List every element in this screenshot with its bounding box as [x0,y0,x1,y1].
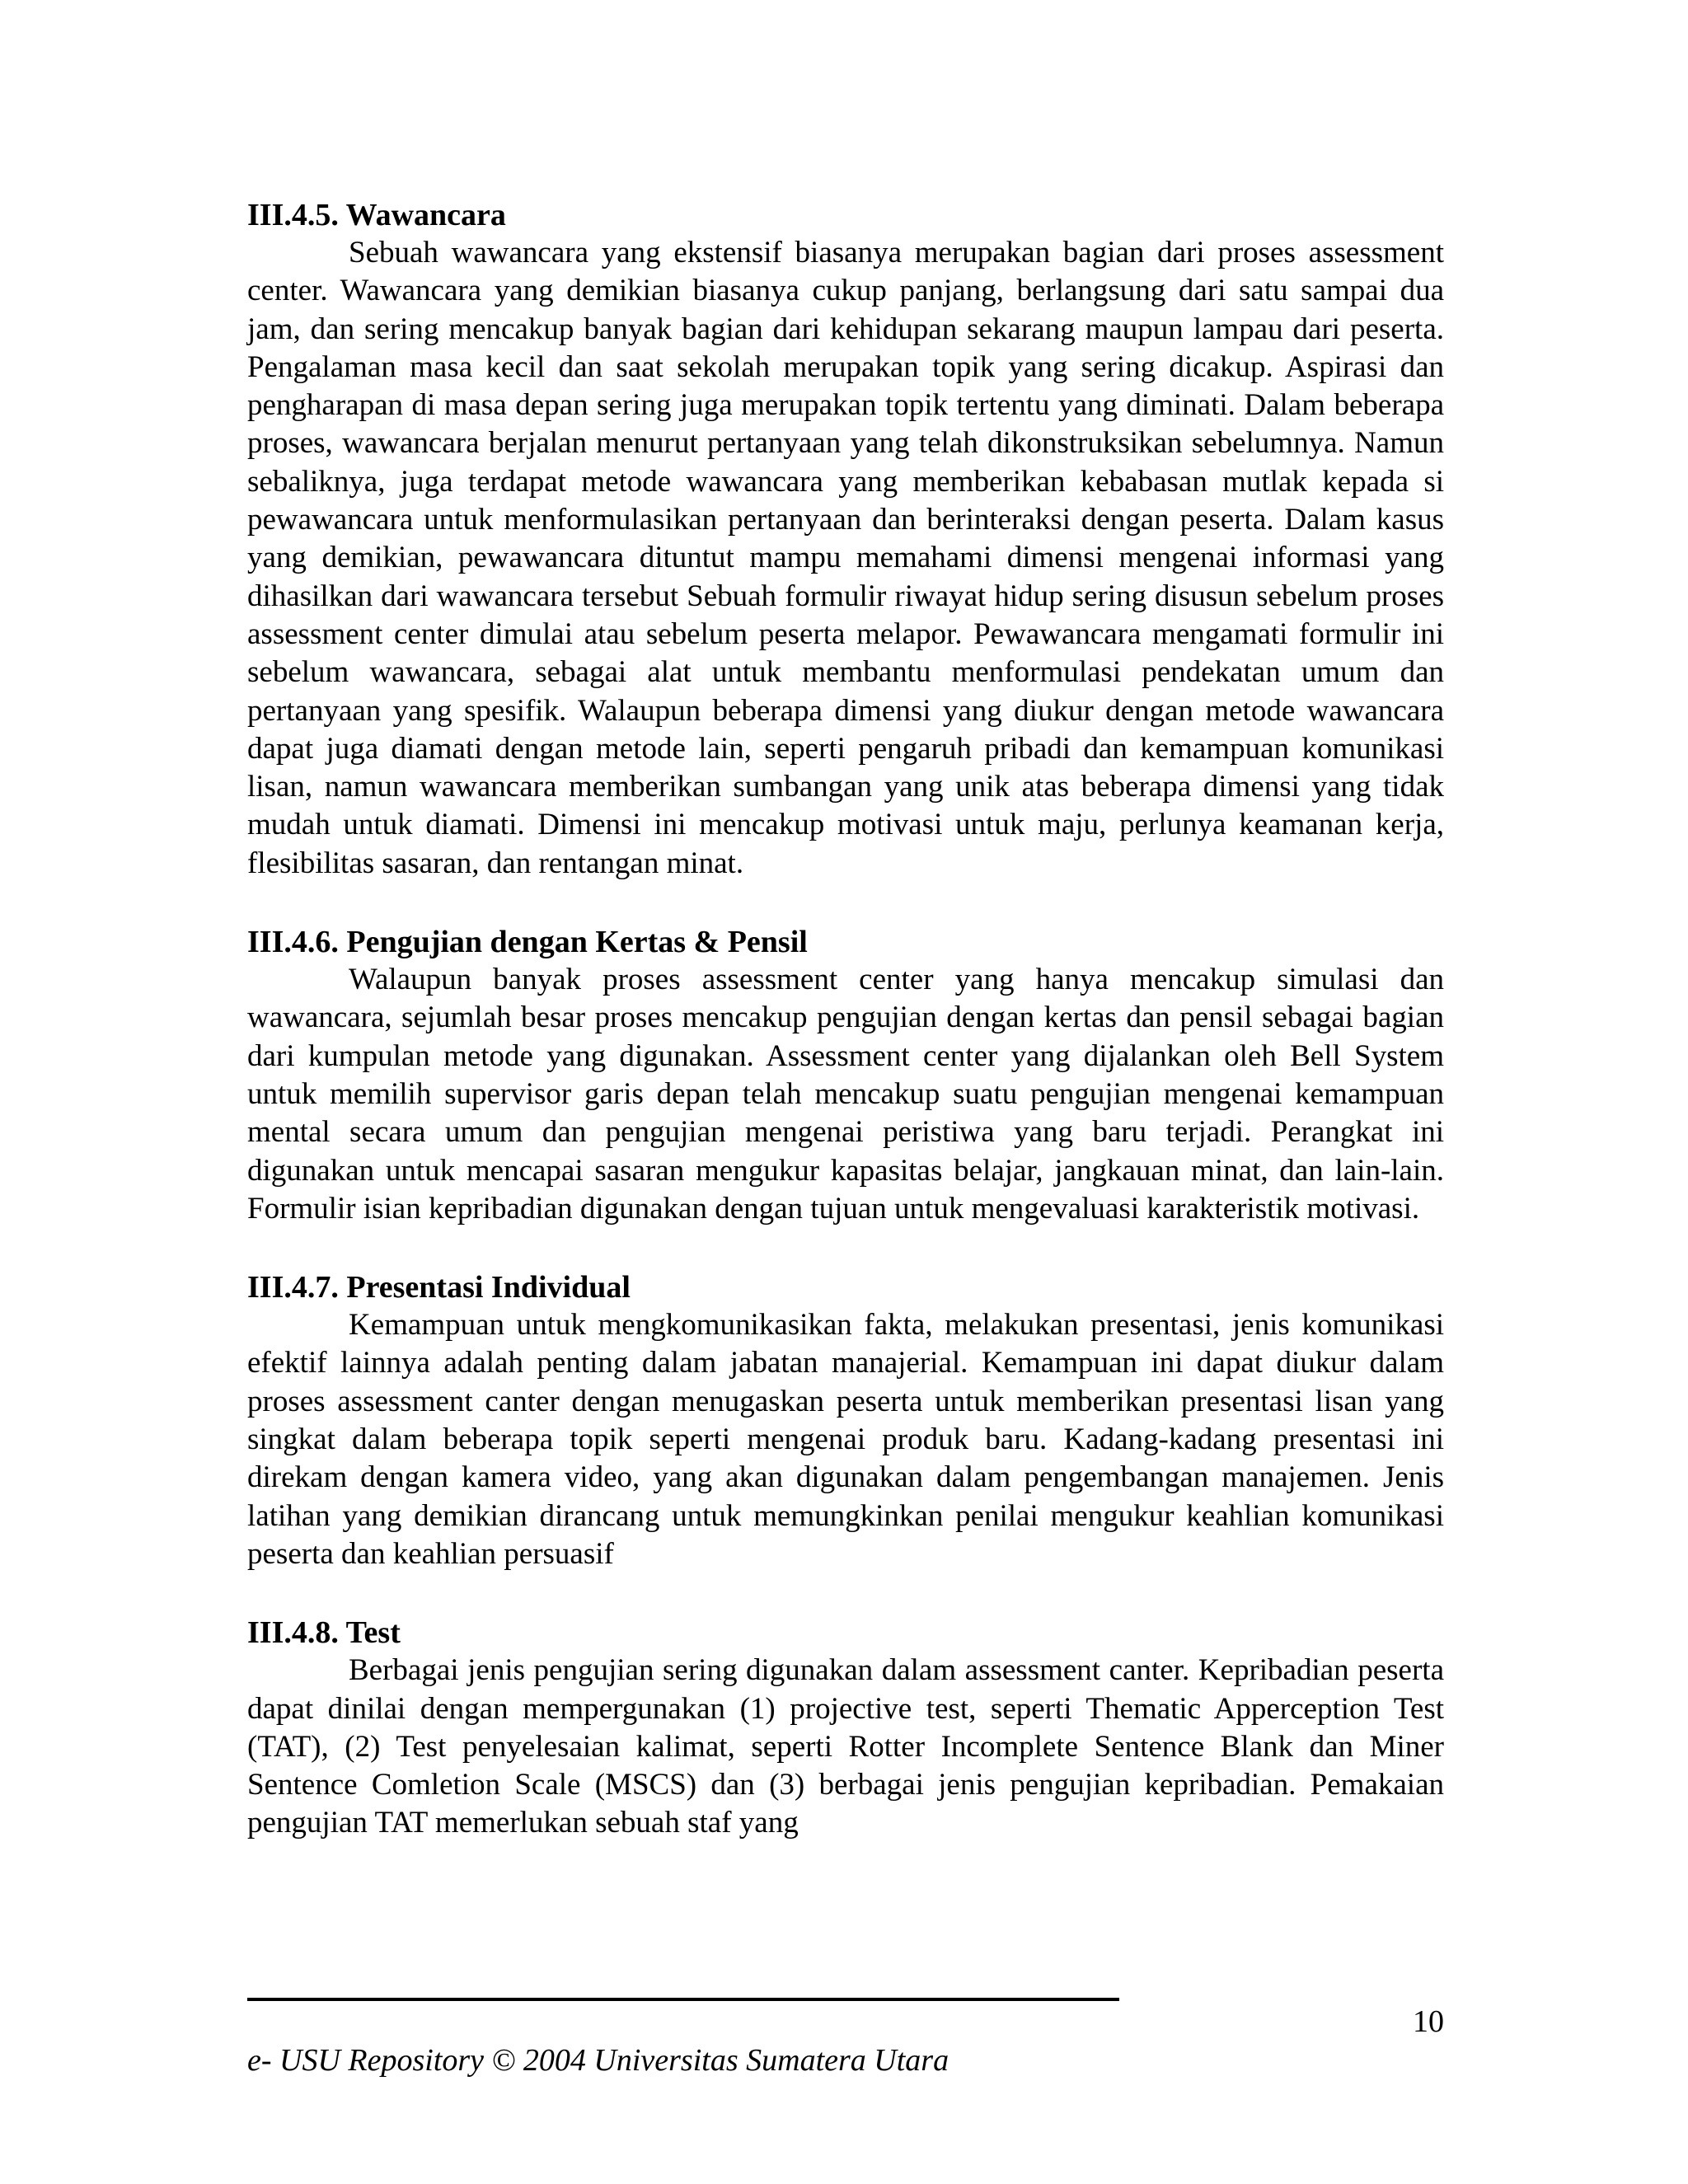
footer-rule [247,1998,1119,2001]
section-paragraph: Walaupun banyak proses assessment center yang hanya mencakup simulasi dan wawancara, sejumlah besar proses mencakup pengujian dengan kertas dan pensil sebagai bagian dari kumpulan metode yang digunakan. Assessment center yang dijalankan oleh Bell System untuk memilih supervisor garis depan telah mencakup suatu pengujian mengenai kemampuan mental secara umum dan pengujian mengenai peristiwa yang baru terjadi. Perangkat ini digunakan untuk mencapai sasaran mengukur kapasitas belajar, jangkauan minat, dan lain-lain. Formulir isian kepribadian digunakan dengan tujuan untuk mengevaluasi karakteristik motivasi. [247,963,1444,1226]
section-test [247,1614,1444,1842]
section-paragraph: Kemampuan untuk mengkomunikasikan fakta, melakukan presentasi, jenis komunikasi efektif lainnya adalah penting dalam jabatan manajerial. Kemampuan ini dapat diukur dalam proses assessment canter dengan menugaskan peserta untuk memberikan presentasi lisan yang singkat dalam beberapa topik seperti mengenai produk baru. Kadang-kadang presentasi ini direkam dengan kamera video, yang akan digunakan dalam pengembangan manajemen. Jenis latihan yang demikian dirancang untuk memungkinkan penilai mengukur keahlian komunikasi peserta dan keahlian persuasif [247,1308,1444,1571]
section-heading: III.4.5. Wawancara [247,198,506,232]
section-paragraph: Sebuah wawancara yang ekstensif biasanya merupakan bagian dari proses assessment center. Wawancara yang demikian biasanya cukup panjang, berlangsung dari satu sampai dua jam, dan sering mencakup banyak bagian dari kehidupan sekarang maupun lampau dari peserta. Pengalaman masa kecil dan saat sekolah merupakan topik yang sering dicakup. Aspirasi dan pengharapan di masa depan sering juga merupakan topik tertentu yang diminati. Dalam beberapa proses, wawancara berjalan menurut pertanyaan yang telah dikonstruksikan sebelumnya. Namun sebaliknya, juga terdapat metode wawancara yang memberikan kebabasan mutlak kepada si pewawancara untuk menformulasikan pertanyaan dan berinteraksi dengan peserta. Dalam kasus yang demikian, pewawancara dituntut mampu memahami dimensi mengenai informasi yang dihasilkan dari wawancara tersebut Sebuah formulir riwayat hidup sering disusun sebelum proses assessment center dimulai atau sebelum peserta melapor. Pewawancara mengamati formulir ini sebelum wawancara, sebagai alat untuk membantu menformulasi pendekatan umum dan pertanyaan yang spesifik. Walaupun beberapa dimensi yang diukur dengan metode wawancara dapat juga diamati dengan metode lain, seperti pengaruh pribadi dan kemampuan komunikasi lisan, namun wawancara memberikan sumbangan yang unik atas beberapa dimensi yang tidak mudah untuk diamati. Dimensi ini mencakup motivasi untuk maju, perlunya keamanan kerja, flesibilitas sasaran, dan rentangan minat. [247,236,1444,880]
section-presentasi-individual [247,1268,1444,1573]
section-paragraph: Berbagai jenis pengujian sering digunakan dalam assessment canter. Kepribadian peserta dapat dinilai dengan mempergunakan (1) projective test, seperti Thematic Apperception Test (TAT), (2) Test penyelesaian kalimat, seperti Rotter Incomplete Sentence Blank dan Miner Sentence Comletion Scale (MSCS) dan (3) berbagai jenis pengujian kepribadian. Pemakaian pengujian TAT memerlukan sebuah staf yang [247,1653,1444,1840]
section-wawancara [247,196,1444,883]
document-body [247,196,1444,1883]
page-number: 10 [1413,2004,1444,2039]
section-heading: III.4.7. Presentasi Individual [247,1270,631,1305]
section-heading: III.4.8. Test [247,1615,401,1651]
section-pengujian-kertas-pensil [247,923,1444,1228]
footer-text: e- USU Repository © 2004 Universitas Sumatera Utara [247,2043,950,2078]
section-heading: III.4.6. Pengujian dengan Kertas & Pensil [247,925,808,960]
